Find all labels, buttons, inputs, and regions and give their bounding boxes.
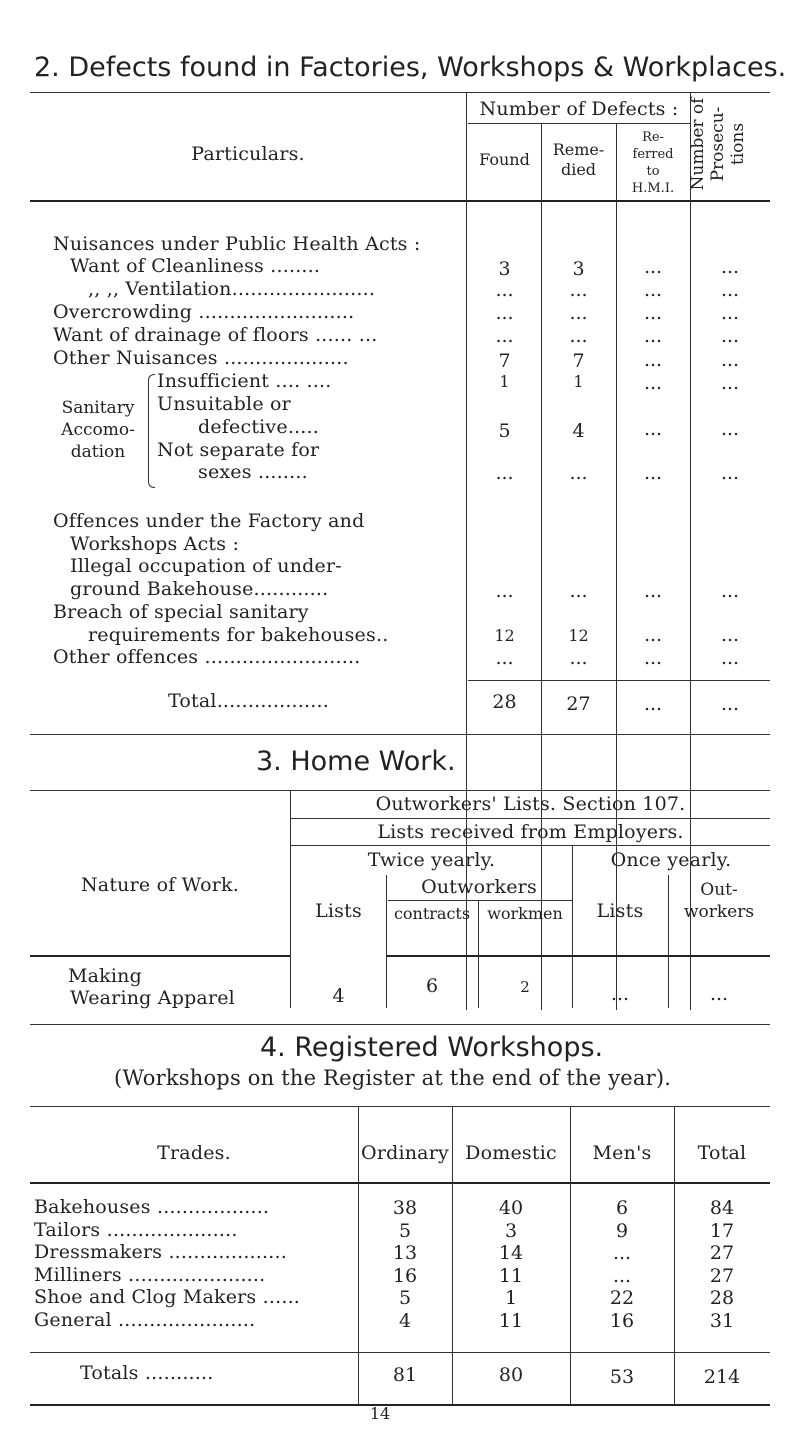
cell-found: ... [495, 647, 514, 669]
brace [148, 374, 155, 488]
sanitary-label-line1: Sanitary [61, 398, 135, 418]
cell-prosecutions: ... [720, 279, 740, 301]
cell-referred: ... [643, 256, 663, 278]
page-number: 14 [369, 1404, 391, 1423]
cell-ordinary: 5 [398, 1287, 412, 1309]
row-label: Other Nuisances .................... [53, 347, 349, 369]
prosecutions-header-line3: tions [728, 122, 748, 166]
row-label: Breach of special sanitary [53, 601, 309, 623]
contracts-header: contracts [393, 904, 471, 923]
cell-found: ... [495, 325, 514, 347]
section-4-subtitle: (Workshops on the Register at the end of the year). [114, 1066, 672, 1090]
cell-workmen: 2 [520, 978, 530, 996]
table-top-rule [30, 92, 770, 93]
cell-total-total: 214 [703, 1366, 741, 1388]
total-label: Total.................. [168, 690, 329, 712]
cell-remedied: 12 [568, 626, 589, 645]
cell-domestic: 14 [498, 1242, 524, 1264]
cell-remedied: 4 [572, 420, 585, 442]
trade-label: Milliners ...................... [34, 1263, 266, 1286]
referred-header-line4: H.M.I. [631, 181, 675, 196]
found-header: Found [479, 150, 530, 169]
lists-once-header: Lists [596, 900, 644, 922]
cell-found: 1 [499, 372, 510, 391]
cell-remedied: ... [569, 647, 588, 669]
mens-header: Men's [592, 1142, 652, 1164]
table-top-rule [30, 790, 770, 791]
remedied-header-line1: Reme- [552, 140, 605, 159]
cell-found: 5 [498, 420, 511, 442]
header-divider [291, 818, 770, 819]
row-label: Not separate for [157, 439, 320, 461]
lists-received-header: Lists received from Employers. [377, 821, 684, 843]
cell-remedied: ... [569, 580, 588, 602]
row-label: ,, ,, Ventilation....................... [88, 278, 376, 300]
total-header: Total [697, 1142, 747, 1164]
cell-contracts: 6 [425, 975, 439, 997]
cell-domestic-total: 80 [498, 1364, 524, 1386]
section-2-title: 2. Defects found in Factories, Workshops & Workplaces. [34, 52, 787, 83]
outworkers-lists-header: Outworkers' Lists. Section 107. [375, 793, 686, 815]
cell-mens: ... [612, 1242, 632, 1264]
sanitary-label-line2: Accomo- [61, 420, 135, 440]
cell-prosecutions: ... [720, 302, 740, 324]
cell-referred: ... [643, 302, 663, 324]
cell-referred: ... [643, 325, 663, 347]
outworkers-once-header-line1: Out- [700, 880, 738, 900]
prosecutions-header-line1: Number of [688, 97, 708, 191]
row-label: Overcrowding ......................... [53, 301, 355, 323]
referred-header-line1: Re- [642, 130, 664, 145]
trade-label: Dressmakers ................... [34, 1241, 287, 1263]
cell-prosecutions: ... [720, 624, 740, 646]
cell-found: ... [495, 279, 514, 301]
cell-found: ... [495, 302, 514, 324]
cell-total: 31 [709, 1309, 735, 1332]
cell-found: 12 [494, 626, 515, 645]
outworkers-header: Outworkers [421, 876, 537, 898]
referred-header-line2: ferred [632, 147, 674, 162]
cell-referred: ... [643, 624, 663, 646]
lists-header: Lists [315, 900, 362, 922]
header-divider [468, 123, 690, 124]
cell-total: 28 [709, 1287, 735, 1309]
header-bottom-rule [386, 955, 770, 957]
row-label: Want of Cleanliness ........ [70, 255, 321, 277]
section-3-title: 3. Home Work. [256, 746, 456, 777]
domestic-header: Domestic [465, 1142, 557, 1164]
cell-mens: 16 [609, 1309, 635, 1332]
trades-header: Trades. [157, 1142, 231, 1164]
header-divider [291, 845, 770, 846]
header-bottom-rule [30, 200, 770, 202]
cell-found: 3 [498, 258, 511, 280]
col-divider [690, 92, 691, 1010]
cell-referred: ... [643, 647, 663, 669]
cell-remedied: 7 [572, 350, 585, 372]
cell-remedied: 3 [572, 258, 585, 280]
row-label: Want of drainage of floors ...... ... [53, 324, 378, 346]
cell-outworkers-once: ... [709, 983, 729, 1005]
outworkers-once-header-line2: workers [683, 902, 755, 922]
work-label-line1: Making [68, 965, 142, 987]
row-label: defective..... [198, 416, 320, 438]
prosecutions-header-line2: Prosecu- [708, 106, 728, 182]
cell-prosecutions: ... [720, 580, 740, 602]
cell-domestic: 11 [498, 1264, 524, 1287]
cell-prosecutions: ... [720, 372, 740, 394]
cell-mens-total: 53 [609, 1366, 635, 1388]
cell-ordinary: 16 [392, 1264, 418, 1287]
nuisances-heading: Nuisances under Public Health Acts : [53, 233, 421, 255]
cell-prosecutions-total: ... [720, 693, 740, 715]
table-top-rule [30, 1106, 770, 1107]
trade-label: Shoe and Clog Makers ...... [34, 1286, 301, 1308]
col-divider [466, 92, 467, 1010]
totals-label: Totals ........... [80, 1362, 214, 1384]
cell-remedied: ... [569, 325, 588, 347]
cell-lists-once: ... [610, 983, 630, 1005]
header-bottom-rule [30, 955, 290, 957]
cell-total: 17 [709, 1219, 735, 1242]
cell-remedied: 1 [573, 372, 584, 391]
cell-ordinary: 4 [398, 1309, 412, 1332]
row-label: Illegal occupation of under- [70, 555, 342, 577]
cell-total: 84 [709, 1197, 735, 1219]
cell-ordinary: 5 [398, 1219, 412, 1242]
table-bottom-rule [30, 734, 770, 735]
cell-mens: ... [612, 1264, 632, 1287]
table-bottom-rule [30, 1024, 770, 1025]
cell-prosecutions: ... [720, 256, 740, 278]
cell-lists: 4 [332, 985, 345, 1007]
cell-found: ... [495, 580, 514, 602]
nature-header: Nature of Work. [80, 874, 239, 896]
cell-referred: ... [643, 462, 663, 484]
offences-heading-line1: Offences under the Factory and [53, 510, 365, 532]
cell-referred: ... [643, 372, 663, 394]
ordinary-header: Ordinary [361, 1142, 449, 1164]
number-of-defects-header: Number of Defects : [479, 98, 679, 120]
referred-header-line3: to [646, 164, 660, 179]
cell-remedied: ... [569, 279, 588, 301]
total-rule [468, 680, 770, 681]
row-label: ground Bakehouse............ [70, 578, 329, 600]
cell-ordinary: 13 [392, 1242, 418, 1264]
cell-referred-total: ... [643, 693, 663, 715]
cell-prosecutions: ... [720, 349, 740, 371]
cell-ordinary: 38 [392, 1197, 418, 1219]
cell-found: ... [495, 462, 514, 484]
cell-total: 27 [709, 1264, 735, 1287]
totals-rule [30, 1352, 770, 1353]
row-label: sexes ........ [198, 461, 308, 483]
cell-referred: ... [643, 349, 663, 371]
cell-referred: ... [643, 279, 663, 301]
offences-heading-line2: Workshops Acts : [70, 533, 240, 555]
cell-mens: 9 [615, 1219, 629, 1242]
cell-prosecutions: ... [720, 647, 740, 669]
cell-domestic: 3 [504, 1219, 518, 1242]
work-label-line2: Wearing Apparel [70, 987, 235, 1009]
row-label: Unsuitable or [157, 393, 291, 415]
cell-remedied: ... [569, 302, 588, 324]
header-bottom-rule [30, 1182, 770, 1184]
cell-found-total: 28 [492, 691, 517, 713]
row-label: Other offences ......................... [53, 646, 361, 668]
cell-remedied-total: 27 [566, 693, 591, 715]
row-label: Insufficient .... .... [157, 370, 332, 392]
particulars-header: Particulars. [191, 143, 305, 165]
section-4-title: 4. Registered Workshops. [260, 1032, 604, 1063]
cell-domestic: 1 [504, 1287, 518, 1309]
sanitary-label-line3: dation [70, 442, 126, 462]
cell-prosecutions: ... [720, 462, 740, 484]
trade-label: Tailors ..................... [34, 1218, 238, 1241]
cell-mens: 6 [615, 1197, 629, 1219]
twice-yearly-header: Twice yearly. [367, 849, 496, 871]
header-divider [388, 900, 572, 901]
cell-ordinary-total: 81 [392, 1364, 418, 1386]
cell-domestic: 11 [498, 1309, 524, 1332]
cell-prosecutions: ... [720, 325, 740, 347]
trade-label: General ...................... [34, 1308, 256, 1331]
workmen-header: workmen [487, 904, 563, 923]
cell-total: 27 [709, 1242, 735, 1264]
cell-referred: ... [643, 418, 663, 440]
trade-label: Bakehouses .................. [34, 1196, 270, 1218]
remedied-header-line2: died [560, 160, 597, 179]
cell-mens: 22 [609, 1287, 635, 1309]
row-label: requirements for bakehouses.. [88, 624, 389, 646]
once-yearly-header: Once yearly. [610, 849, 732, 871]
cell-remedied: ... [569, 462, 588, 484]
cell-domestic: 40 [498, 1197, 524, 1219]
cell-found: 7 [498, 350, 511, 372]
cell-referred: ... [643, 580, 663, 602]
cell-prosecutions: ... [720, 418, 740, 440]
